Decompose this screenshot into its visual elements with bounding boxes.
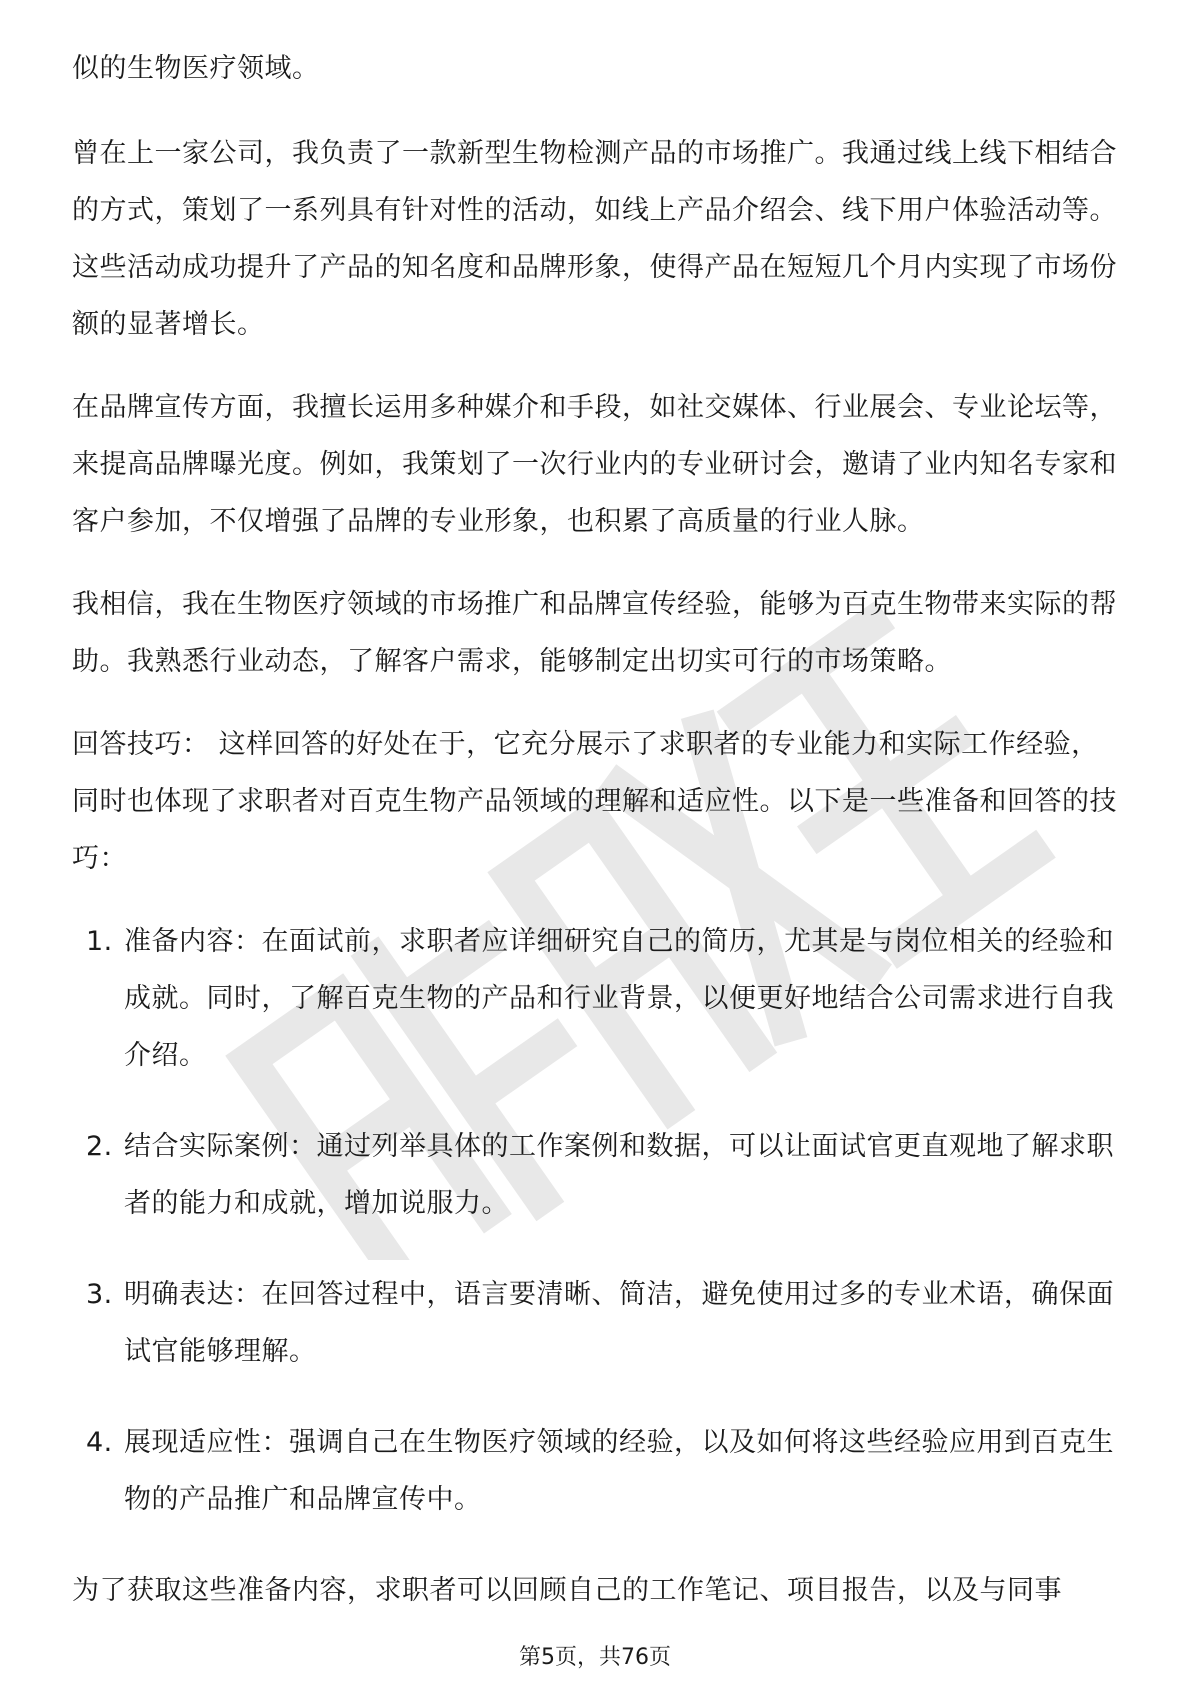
list-text: 展现适应性：强调自己在生物医疗领域的经验，以及如何将这些经验应用到百克生物的产品推广和品牌宣传中。 (124, 1427, 1114, 1515)
tips-list (72, 913, 1122, 1528)
list-item (72, 1266, 1122, 1380)
list-number: 2. (86, 1131, 113, 1162)
document-body (72, 40, 1122, 1645)
page-number-footer: 第5页，共76页 (519, 1645, 671, 1670)
list-item (72, 1414, 1122, 1528)
paragraph-belief: 我相信，我在生物医疗领域的市场推广和品牌宣传经验，能够为百克生物带来实际的帮助。我熟悉行业动态，了解客户需求，能够制定出切实可行的市场策略。 (72, 589, 1117, 677)
list-number: 4. (86, 1427, 113, 1458)
list-number: 1. (86, 926, 113, 957)
paragraph-tips-intro: 回答技巧： 这样回答的好处在于，它充分展示了求职者的专业能力和实际工作经验，同时也体现了求职者对百克生物产品领域的理解和适应性。以下是一些准备和回答的技巧： (72, 729, 1117, 874)
paragraph-brand: 在品牌宣传方面，我擅长运用多种媒介和手段，如社交媒体、行业展会、专业论坛等，来提高品牌曝光度。例如，我策划了一次行业内的专业研讨会，邀请了业内知名专家和客户参加，不仅增强了品牌的专业形象，也积累了高质量的行业人脉。 (72, 392, 1117, 537)
list-item (72, 913, 1122, 1084)
list-text: 准备内容：在面试前，求职者应详细研究自己的简历，尤其是与岗位相关的经验和成就。同时，了解百克生物的产品和行业背景，以便更好地结合公司需求进行自我介绍。 (124, 926, 1114, 1071)
list-item (72, 1118, 1122, 1232)
list-number: 3. (86, 1279, 113, 1310)
list-text: 明确表达：在回答过程中，语言要清晰、简洁，避免使用过多的专业术语，确保面试官能够理解。 (124, 1279, 1114, 1367)
paragraph-continuation: 似的生物医疗领域。 (72, 53, 320, 84)
paragraph-preparation: 为了获取这些准备内容，求职者可以回顾自己的工作笔记、项目报告，以及与同事 (72, 1575, 1062, 1606)
paragraph-experience: 曾在上一家公司，我负责了一款新型生物检测产品的市场推广。我通过线上线下相结合的方式，策划了一系列具有针对性的活动，如线上产品介绍会、线下用户体验活动等。这些活动成功提升了产品的知名度和品牌形象，使得产品在短短几个月内实现了市场份额的显著增长。 (72, 138, 1117, 340)
list-text: 结合实际案例：通过列举具体的工作案例和数据，可以让面试官更直观地了解求职者的能力和成就，增加说服力。 (124, 1131, 1114, 1219)
